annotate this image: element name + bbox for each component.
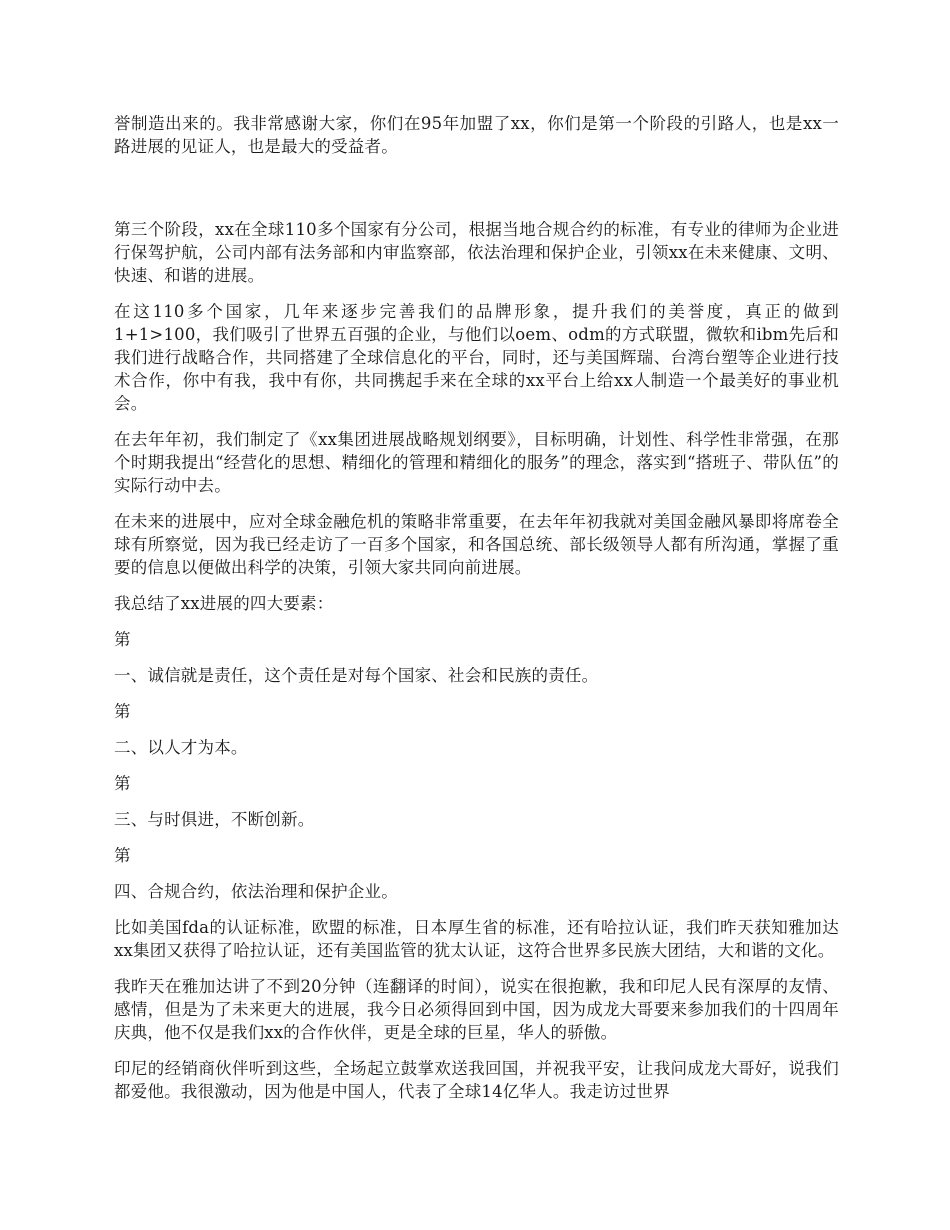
paragraph-17: 印尼的经销商伙伴听到这些，全场起立鼓掌欢送我回国，并祝我平安，让我问成龙大哥好，说我们都爱他。我很激动，因为他是中国人，代表了全球14亿华人。我走访过世界 [114, 1059, 839, 1101]
paragraph-3: 在这110多个国家，几年来逐步完善我们的品牌形象，提升我们的美誉度，真正的做到1+1>100，我们吸引了世界五百强的企业，与他们以oem、odm的方式联盟，微软和ibm先后和我们进行战略合作，共同搭建了全球信息化的平台，同时，还与美国辉瑞、台湾台塑等企业进行技术合作，你中有我，我中有你，共同携起手来在全球的xx平台上给xx人制造一个最美好的事业机会。 [114, 302, 839, 413]
paragraph-2: 第三个阶段，xx在全球110多个国家有分公司，根据当地合规合约的标准，有专业的律师为企业进行保驾护航，公司内部有法务部和内审监察部，依法治理和保护企业，引领xx在未来健康、文明、快速、和谐的进展。 [114, 220, 839, 285]
paragraph-7: 第 [114, 630, 131, 649]
paragraph-5: 在未来的进展中，应对全球金融危机的策略非常重要，在去年年初我就对美国金融风暴即将席卷全球有所察觉，因为我已经走访了一百多个国家，和各国总统、部长级领导人都有所沟通，掌握了重要的信息以便做出科学的决策，引领大家共同向前进展。 [114, 512, 839, 577]
paragraph-13: 第 [114, 846, 131, 865]
paragraph-8: 一、诚信就是责任，这个责任是对每个国家、社会和民族的责任。 [114, 666, 599, 685]
paragraph-11: 第 [114, 774, 131, 793]
paragraph-6: 我总结了xx进展的四大要素： [114, 594, 334, 613]
paragraph-4: 在去年年初，我们制定了《xx集团进展战略规划纲要》，目标明确，计划性、科学性非常强，在那个时期我提出“经营化的思想、精细化的管理和精细化的服务”的理念，落实到“搭班子、带队伍”的实际行动中去。 [114, 430, 839, 495]
paragraph-16: 我昨天在雅加达讲了不到20分钟（连翻译的时间），说实在很抱歉，我和印尼人民有深厚的友情、感情，但是为了未来更大的进展，我今日必须得回到中国，因为成龙大哥要来参加我们的十四周年庆典，他不仅是我们xx的合作伙伴，更是全球的巨星，华人的骄傲。 [114, 977, 839, 1042]
paragraph-9: 第 [114, 702, 131, 721]
paragraph-12: 三、与时俱进，不断创新。 [114, 810, 315, 829]
paragraph-10: 二、以人才为本。 [114, 738, 248, 757]
paragraph-14: 四、合规合约，依法治理和保护企业。 [114, 882, 398, 901]
paragraph-1: 誉制造出来的。我非常感谢大家，你们在95年加盟了xx，你们是第一个阶段的引路人，也是xx一路进展的见证人，也是最大的受益者。 [114, 114, 839, 156]
document-body [114, 112, 839, 1116]
paragraph-15: 比如美国fda的认证标准，欧盟的标准，日本厚生省的标准，还有哈拉认证，我们昨天获知雅加达xx集团又获得了哈拉认证，还有美国监管的犹太认证，这符合世界多民族大团结，大和谐的文化。 [114, 918, 839, 960]
